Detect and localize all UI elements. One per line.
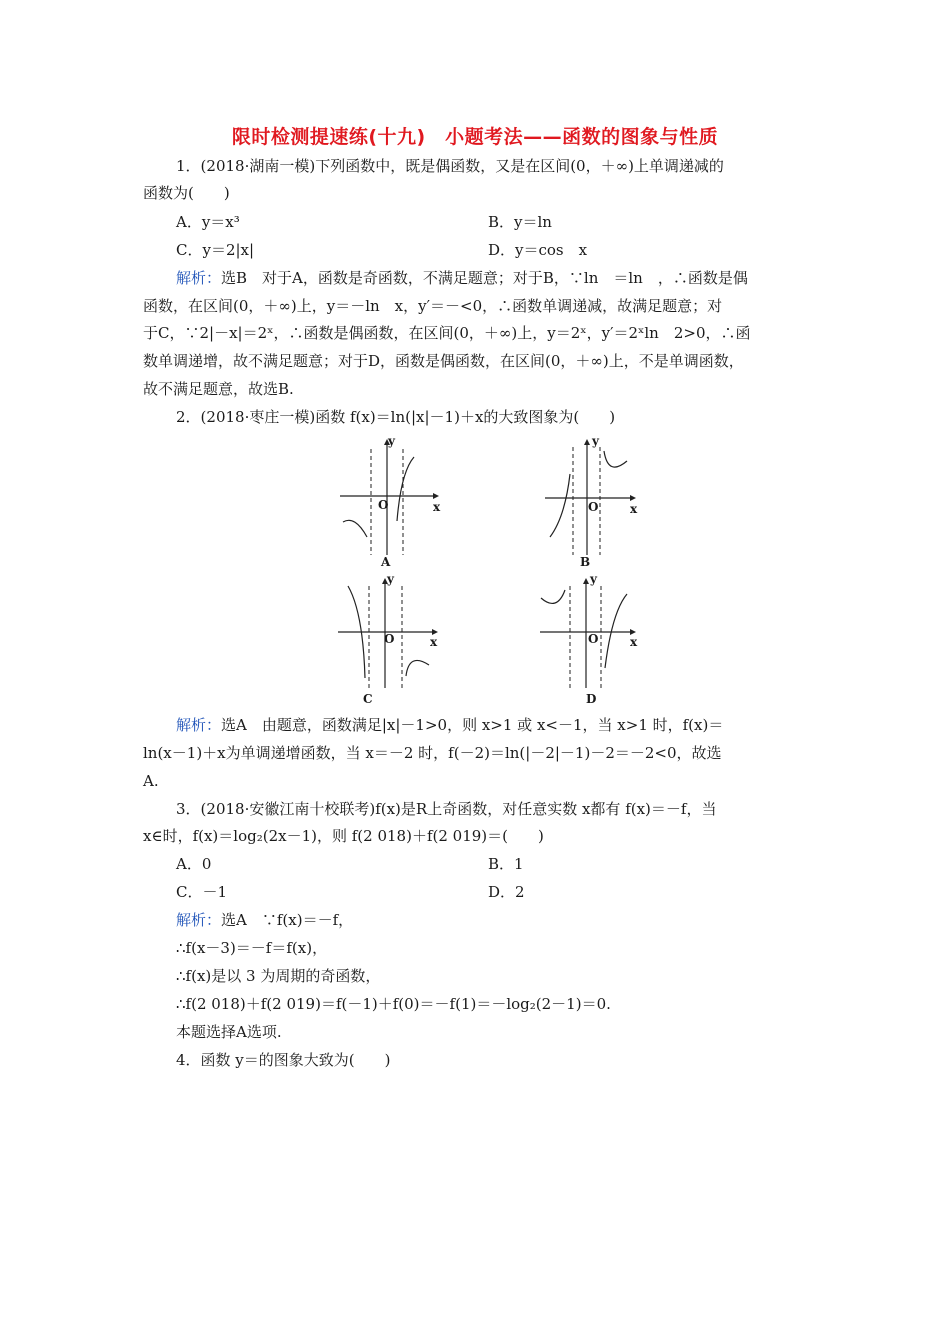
graph-b-option-label: B bbox=[580, 555, 591, 569]
graph-d-x-label: x bbox=[630, 635, 638, 649]
q1-stem-line-2: 函数为( ) bbox=[143, 184, 230, 202]
q3-stem-line-1: 3．(2018·安徽江南十校联考)f(x)是R上奇函数，对任意实数 x都有 f(x)＝－f，当 bbox=[176, 800, 717, 818]
graph-option-a bbox=[335, 434, 445, 572]
q2-solution-line-1 bbox=[176, 715, 723, 735]
solution-label: 解析： bbox=[176, 716, 222, 734]
graph-b-origin-label: O bbox=[588, 500, 599, 514]
q3-option-a: A．0 bbox=[176, 855, 212, 873]
graph-c-origin-label: O bbox=[384, 632, 395, 646]
q3-stem-line-2: x∈时，f(x)＝log₂(2x－1)，则 f(2 018)＋f(2 019)＝( ) bbox=[143, 827, 544, 845]
q3-solution-line-3: ∴f(x)是以 3 为周期的奇函数， bbox=[176, 967, 381, 985]
q1-option-c: C．y＝2|x| bbox=[176, 241, 255, 259]
q3-option-b: B．1 bbox=[488, 855, 524, 873]
q1-solution-line-2: 函数，在区间(0，＋∞)上，y＝－ln x，y′＝－<0，∴函数单调递减，故满足题意；对 bbox=[143, 297, 723, 315]
q1-solution-line-5: 故不满足题意，故选B. bbox=[143, 380, 294, 398]
graph-d-option-label: D bbox=[586, 692, 597, 706]
graph-b-y-label: y bbox=[592, 434, 599, 448]
graph-option-b bbox=[540, 434, 650, 572]
q2-solution-line-2: ln(x－1)＋x为单调递增函数，当 x＝－2 时，f(－2)＝ln(|－2|－1)－2＝－2<0，故选 bbox=[143, 744, 722, 762]
q3-option-c: C．－1 bbox=[176, 883, 228, 901]
q2-solution-text-1: 选A 由题意，函数满足|x|－1>0，则 x>1 或 x<－1，当 x>1 时，f(x)＝ bbox=[221, 716, 724, 734]
graph-c-x-label: x bbox=[430, 635, 438, 649]
solution-label: 解析： bbox=[176, 269, 222, 287]
q2-solution-line-3: A. bbox=[143, 772, 159, 790]
q1-solution-line-3: 于C，∵2|－x|＝2ˣ，∴函数是偶函数，在区间(0，＋∞)上，y＝2ˣ，y′＝2ˣln 2>0，∴函 bbox=[143, 324, 751, 342]
graph-a-origin-label: O bbox=[378, 498, 389, 512]
graph-c-option-label: C bbox=[363, 692, 373, 706]
solution-label: 解析： bbox=[176, 911, 222, 929]
q3-option-d: D．2 bbox=[488, 883, 525, 901]
q3-solution-line-4: ∴f(2 018)＋f(2 019)＝f(－1)＋f(0)＝－f(1)＝－log₂(2－1)＝0. bbox=[176, 995, 611, 1013]
q1-option-a: A．y＝x³ bbox=[176, 213, 240, 231]
graph-option-d bbox=[537, 572, 647, 707]
graph-a-svg bbox=[335, 437, 445, 572]
graph-a-x-label: x bbox=[433, 500, 441, 514]
q1-option-d: D．y＝cos x bbox=[488, 241, 588, 259]
q1-solution-text-1: 选B 对于A，函数是奇函数，不满足题意；对于B，∵ln ＝ln ，∴函数是偶 bbox=[221, 269, 748, 287]
graph-a-y-label: y bbox=[388, 434, 395, 448]
graph-a-option-label: A bbox=[381, 555, 391, 569]
q2-stem: 2．(2018·枣庄一模)函数 f(x)＝ln(|x|－1)＋x的大致图象为( ) bbox=[176, 408, 616, 426]
graph-d-y-label: y bbox=[590, 572, 597, 586]
page-title: 限时检测提速练(十九) 小题考法——函数的图象与性质 bbox=[231, 126, 719, 148]
graph-c-y-label: y bbox=[387, 572, 394, 586]
q3-solution-text-1: 选A ∵f(x)＝－f， bbox=[221, 911, 354, 929]
q3-solution-line-1 bbox=[176, 910, 353, 930]
graph-d-origin-label: O bbox=[588, 632, 599, 646]
q1-stem-line-1: 1．(2018·湖南一模)下列函数中，既是偶函数，又是在区间(0，＋∞)上单调递减的 bbox=[176, 157, 724, 175]
q1-option-b: B．y＝ln bbox=[488, 213, 552, 231]
q1-solution-line-4: 数单调递增，故不满足题意；对于D，函数是偶函数，在区间(0，＋∞)上，不是单调函数， bbox=[143, 352, 744, 370]
graph-option-c bbox=[333, 572, 443, 707]
q4-stem: 4．函数 y＝的图象大致为( ) bbox=[176, 1051, 391, 1069]
q3-solution-line-5: 本题选择A选项. bbox=[176, 1023, 282, 1041]
q3-solution-line-2: ∴f(x－3)＝－f＝f(x)， bbox=[176, 939, 328, 957]
graph-b-x-label: x bbox=[630, 502, 638, 516]
q1-solution-line-1 bbox=[176, 268, 748, 288]
